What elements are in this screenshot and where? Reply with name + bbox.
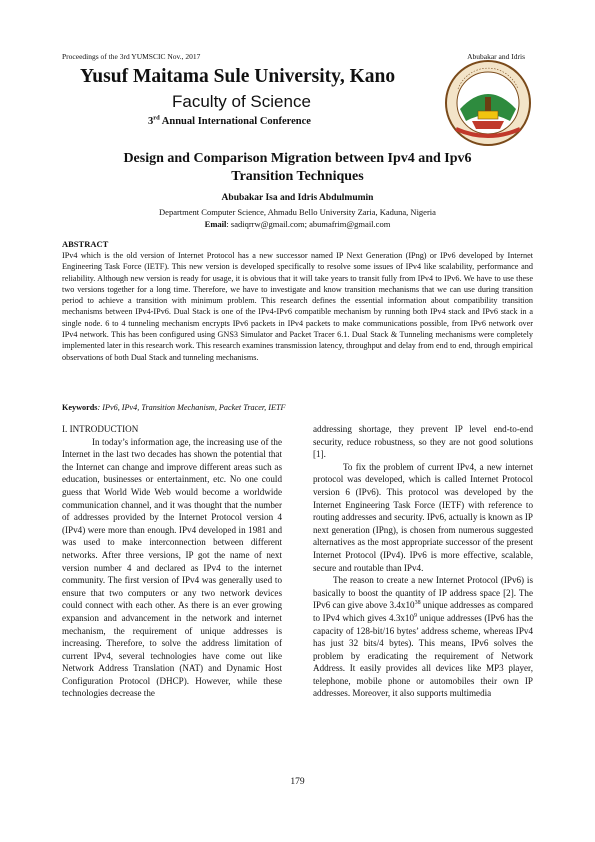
paragraph: addressing shortage, they prevent IP level end-to-end security, reduce robustness, so they are not good solutions [1].: [313, 424, 533, 460]
conference-ordinal: 3: [148, 116, 154, 127]
paragraph: In today’s information age, the increasing use of the Internet in the last two decades has shown the potential that the Internet can change and improve different areas such as education, businesses or entertainment, etc. No one could guess that World Wide Web would become a worldwide communication channel, and it was thought that the number of addresses provided by the Internet Protocol version 4 (IPv4) were more than enough. IPv4 developed in 1981 and was used to make interconnection between different networks. After three versions, IP got the name of next version number 4 and declared as IPv4 to the internet community. The first version of IPv4 was generally used to ensure that two computers or any two network devices could connect with each other. As there is an ever growing expansion and advancement in the network and internet mechanism, the requirement of unique addresses is increasing. Therefore, to solve the address limitation of current IPv4, several technologies have come out like Network Address Translation (NAT) and Dynamic Host Configuration Protocol (DHCP). However, while these technologies decrease the: [62, 436, 282, 699]
email-label: Email: [204, 219, 227, 229]
paragraph: [313, 574, 533, 700]
conference-ordinal-suffix: rd: [153, 114, 160, 122]
running-header-left: [62, 52, 200, 61]
paragraph-part: unique addresses (IPv6 has the capacity of 128-bit/16 bytes’ address scheme, whereas IPv4 has just 32 bits/4 bytes). This means, IPv6 solves the problem by eradicating the requirement of Network Address. It easily provides all devices like MP3 player, telephone, mobile phone or automobiles their own IP addresses. Moreover, it also supports multimedia: [313, 612, 533, 699]
exponent: 9: [414, 612, 418, 619]
email-addresses: : sadiqrrw@gmail.com; abumafrim@gmail.com: [226, 219, 391, 229]
running-header-right: Abubakar and Idris: [467, 52, 525, 61]
abstract-heading: ABSTRACT: [62, 239, 109, 249]
proceedings-label: Proceedings of the 3rd YUMSCIC Nov., 2017: [62, 52, 201, 61]
keywords-values: : IPv6, IPv4, Transition Mechanism, Packet Tracer, IETF: [97, 403, 286, 412]
conference-rest: Annual International Conference: [159, 116, 311, 127]
right-column: [313, 423, 533, 700]
faculty-name: Faculty of Science: [172, 92, 311, 111]
left-column: [62, 423, 282, 700]
authors: Abubakar Isa and Idris Abdulmumin: [221, 193, 374, 203]
exponent: 38: [414, 600, 421, 607]
university-seal-icon: [444, 59, 532, 147]
university-name: Yusuf Maitama Sule University, Kano: [80, 66, 396, 87]
paper-title: [62, 150, 533, 186]
paper-title-line-2: Transition Techniques: [231, 169, 364, 184]
email-line: [62, 219, 533, 229]
paragraph-part: unique addresses as compared to IPv4 which gives 4.3x10: [313, 600, 533, 623]
abstract-text: IPv4 which is the old version of Internet Protocol has a new successor named IP Next Generation (IPng) or IPv6 developed by Internet Engineering Task Force (IETF). This new version is developed specifically to resolve some issues of IPv4 like scalability, performance and reliability. Although new version is ready for usage, it is obvious that it will take years to transit fully from IPv4 to IPv6. We have to use these two versions together for a long time. Therefore, we have to investigate and know transition mechanisms that we can use during transition period to achieve a transition with minimum problem. This research defines the essential information about compatibility transition mechanisms between IPv4-IPv6. Dual Stack is one of the IPv4-IPv6 compatible mechanism by running both IPv4 stack and IPv6 stack in a single node. 6 to 4 tunneling mechanism encrypts IPv6 packets in IPv4 packets to make communications possible, from IPv6 network over IPv4 network. This has been configured using GNS3 Simulator and Packet Tracer 6.1. Dual Stack & Tunneling mechanisms were completely implemented later in this research work. This research examines transmission latency, throughput and delay from end to end, through empirical observations of both Dual Stack and tunneling mechanisms.: [62, 251, 533, 362]
conference-name: [148, 116, 311, 127]
keywords-label: Keywords: [62, 403, 98, 412]
section-heading: I. INTRODUCTION: [62, 424, 139, 434]
page-number: 179: [290, 777, 305, 787]
keywords-line: [62, 403, 286, 412]
paragraph-part: The reason to create a new Internet Protocol (IPv6) is basically to boost the quantity of IP address space [2]. The IPv6 can give above 3.4x10: [313, 575, 533, 611]
paper-title-line-1: Design and Comparison Migration between Ipv4 and Ipv6: [123, 151, 472, 166]
paragraph: To fix the problem of current IPv4, a new internet protocol was developed, which is called Internet Protocol version 6 (IPv6). This protocol was developed by the Internet Engineering Task Force (IETF) with reference to routing addresses and security. IPv6, actually is known as IP next generation (IPng), is chosen from numerous suggested alternatives as the most appropriate successor of the present Internet Protocol (IPv4). IPv6 is more effective, scalable, secure and routable than IPv4.: [313, 461, 533, 573]
affiliation: Department Computer Science, Ahmadu Bello University Zaria, Kaduna, Nigeria: [159, 207, 436, 217]
